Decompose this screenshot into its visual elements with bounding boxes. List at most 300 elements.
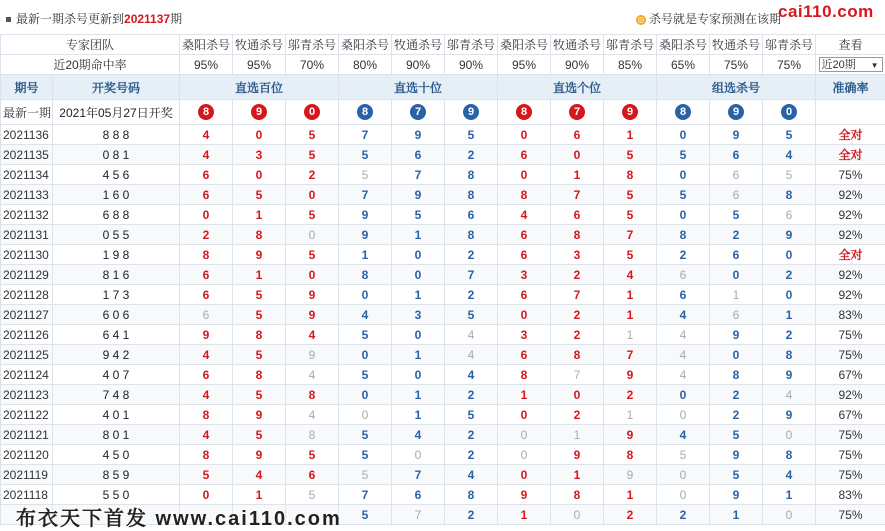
kill-number-cell: 5 xyxy=(286,445,339,465)
kill-number-cell: 1 xyxy=(604,305,657,325)
kill-number-cell: 0 xyxy=(339,385,392,405)
kill-number-cell: 1 xyxy=(604,485,657,505)
kill-number-cell: 6 xyxy=(180,285,233,305)
kill-number-cell: 5 xyxy=(392,205,445,225)
hit-rate: 95% xyxy=(233,55,286,75)
kill-number-cell: 3 xyxy=(233,145,286,165)
ball-blue: 8 xyxy=(357,104,373,120)
kill-number-cell: 2 xyxy=(604,385,657,405)
kill-number-cell: 0 xyxy=(498,425,551,445)
kill-number-cell: 9 xyxy=(710,485,763,505)
kill-number-cell: 5 xyxy=(604,185,657,205)
kill-number-cell: 5 xyxy=(180,465,233,485)
history-row xyxy=(1,365,885,385)
kill-number-cell: 4 xyxy=(763,385,816,405)
kill-number-cell: 8 xyxy=(445,225,498,245)
kill-number-cell: 6 xyxy=(657,265,710,285)
accuracy-cell: 83% xyxy=(816,485,885,505)
expert-name: 桑阳杀号 xyxy=(339,35,392,55)
kill-number-cell: 9 xyxy=(763,405,816,425)
kill-number-cell: 7 xyxy=(392,505,445,525)
kill-number-cell: 6 xyxy=(180,265,233,285)
accuracy-cell: 75% xyxy=(816,165,885,185)
period-cell: 2021124 xyxy=(1,365,53,385)
draw-cell: 0 8 1 xyxy=(53,145,180,165)
kill-number-cell: 1 xyxy=(233,485,286,505)
kill-number-cell: 1 xyxy=(392,405,445,425)
kill-number-cell: 9 xyxy=(286,285,339,305)
kill-number-cell: 4 xyxy=(445,365,498,385)
accuracy-cell: 92% xyxy=(816,265,885,285)
kill-number-cell: 6 xyxy=(498,345,551,365)
history-row xyxy=(1,245,885,265)
kill-number-cell: 0 xyxy=(498,465,551,485)
kill-number-cell: 8 xyxy=(498,185,551,205)
draw-cell: 0 5 5 xyxy=(53,225,180,245)
kill-number-cell: 1 xyxy=(392,345,445,365)
draw-cell: 6 4 1 xyxy=(53,325,180,345)
kill-number-cell: 4 xyxy=(180,125,233,145)
draw-cell: 8 0 1 xyxy=(53,425,180,445)
kill-number-cell: 4 xyxy=(657,325,710,345)
kill-number-cell: 9 xyxy=(233,445,286,465)
kill-number-cell: 6 xyxy=(180,365,233,385)
kill-number-cell: 3 xyxy=(498,265,551,285)
ball-blue: 0 xyxy=(781,104,797,120)
kill-number-cell: 8 xyxy=(551,345,604,365)
kill-number-cell: 6 xyxy=(551,205,604,225)
kill-number-cell: 6 xyxy=(392,485,445,505)
kill-number-cell: 8 xyxy=(604,165,657,185)
kill-number-cell: 1 xyxy=(498,505,551,525)
accuracy-header: 准确率 xyxy=(816,75,885,100)
kill-number-cell: 0 xyxy=(392,245,445,265)
kill-number-cell: 5 xyxy=(233,385,286,405)
latest-issue: 2021137 xyxy=(124,12,170,26)
kill-number-cell: 7 xyxy=(551,285,604,305)
kill-number-cell: 4 xyxy=(286,405,339,425)
history-row xyxy=(1,385,885,405)
kill-number-cell: 5 xyxy=(233,345,286,365)
kill-number-cell: 0 xyxy=(180,485,233,505)
kill-number-cell: 0 xyxy=(339,405,392,425)
kill-number-cell: 2 xyxy=(445,425,498,445)
expert-name: 牧通杀号 xyxy=(710,35,763,55)
kill-number-cell: 7 xyxy=(604,345,657,365)
kill-number-cell: 3 xyxy=(498,325,551,345)
kill-number-cell: 5 xyxy=(233,185,286,205)
kill-number-cell: 9 xyxy=(233,245,286,265)
ball-red: 8 xyxy=(198,104,214,120)
kill-number-cell: 5 xyxy=(286,485,339,505)
accuracy-cell: 75% xyxy=(816,345,885,365)
kill-number-cell: 7 xyxy=(604,225,657,245)
accuracy-cell: 全对 xyxy=(816,245,885,265)
period-select[interactable]: 近20期 ▼ xyxy=(819,57,883,72)
kill-number-cell: 5 xyxy=(445,305,498,325)
accuracy-cell: 75% xyxy=(816,465,885,485)
history-row xyxy=(1,405,885,425)
kill-number-cell: 8 xyxy=(445,165,498,185)
kill-number-cell: 0 xyxy=(657,485,710,505)
kill-number-cell: 1 xyxy=(551,165,604,185)
kill-number-cell: 0 xyxy=(233,165,286,185)
kill-number-cell: 1 xyxy=(604,325,657,345)
kill-number-cell: 4 xyxy=(604,265,657,285)
kill-number-cell: 9 xyxy=(710,125,763,145)
hit-rate: 90% xyxy=(551,55,604,75)
history-row xyxy=(1,265,885,285)
expert-name: 邬青杀号 xyxy=(286,35,339,55)
period-cell: 2021120 xyxy=(1,445,53,465)
accuracy-cell: 92% xyxy=(816,285,885,305)
ball-red: 8 xyxy=(516,104,532,120)
kill-number-cell: 5 xyxy=(339,445,392,465)
hit-rate: 70% xyxy=(286,55,339,75)
kill-number-cell: 8 xyxy=(445,485,498,505)
kill-number-table xyxy=(0,34,885,525)
kill-number-cell: 4 xyxy=(180,385,233,405)
kill-number-cell: 5 xyxy=(339,165,392,185)
kill-number-cell: 0 xyxy=(392,265,445,285)
kill-number-cell: 8 xyxy=(763,445,816,465)
bullet-icon xyxy=(6,17,11,22)
kill-number-cell: 1 xyxy=(604,285,657,305)
kill-number-cell: 7 xyxy=(339,485,392,505)
period-cell: 2021131 xyxy=(1,225,53,245)
kill-number-cell: 5 xyxy=(763,165,816,185)
kill-number-cell: 9 xyxy=(339,225,392,245)
ball-blue: 8 xyxy=(675,104,691,120)
period-cell: 2021119 xyxy=(1,465,53,485)
kill-number-cell: 7 xyxy=(339,125,392,145)
update-notice: 最新一期杀号更新到2021137期 xyxy=(6,10,182,27)
kill-number-cell: 1 xyxy=(763,485,816,505)
kill-number-cell: 4 xyxy=(763,465,816,485)
period-cell: 2021123 xyxy=(1,385,53,405)
info-icon: ◎ xyxy=(636,15,646,25)
ball-red: 7 xyxy=(569,104,585,120)
period-cell: 2021122 xyxy=(1,405,53,425)
kill-number-cell: 0 xyxy=(339,285,392,305)
kill-number-cell: 1 xyxy=(604,405,657,425)
kill-number-cell: 4 xyxy=(657,345,710,365)
kill-number-cell: 0 xyxy=(339,345,392,365)
history-row xyxy=(1,345,885,365)
kill-number-cell: 2 xyxy=(551,305,604,325)
kill-number-cell: 5 xyxy=(604,145,657,165)
team-label: 专家团队 xyxy=(1,35,180,55)
ball-blue: 7 xyxy=(410,104,426,120)
kill-number-cell: 8 xyxy=(233,225,286,245)
kill-number-cell: 2 xyxy=(445,285,498,305)
section-units: 直选个位 xyxy=(498,75,657,100)
kill-number-cell: 2 xyxy=(763,265,816,285)
kill-number-cell: 0 xyxy=(498,305,551,325)
expert-name: 牧通杀号 xyxy=(233,35,286,55)
history-row xyxy=(1,145,885,165)
draw-cell: 1 9 8 xyxy=(53,245,180,265)
kill-number-cell: 1 xyxy=(763,305,816,325)
draw-cell: 1 7 3 xyxy=(53,285,180,305)
draw-cell: 4 0 1 xyxy=(53,405,180,425)
kill-number-cell: 9 xyxy=(551,445,604,465)
draw-cell: 8 5 9 xyxy=(53,465,180,485)
kill-number-cell: 6 xyxy=(657,285,710,305)
draw-cell: 5 5 0 xyxy=(53,485,180,505)
kill-number-cell: 2 xyxy=(710,405,763,425)
kill-number-cell: 4 xyxy=(339,305,392,325)
kill-number-cell: 0 xyxy=(657,125,710,145)
latest-label: 最新一期 xyxy=(1,100,53,125)
draw-cell: 9 4 2 xyxy=(53,345,180,365)
kill-number-cell: 9 xyxy=(392,185,445,205)
kill-number-cell: 0 xyxy=(286,265,339,285)
view-label: 查看 xyxy=(816,35,885,55)
kill-number-cell: 4 xyxy=(657,425,710,445)
kill-number-cell: 0 xyxy=(392,445,445,465)
kill-number-cell: 4 xyxy=(763,145,816,165)
kill-number-cell: 4 xyxy=(445,345,498,365)
kill-number-cell: 9 xyxy=(763,225,816,245)
kill-number-cell: 8 xyxy=(286,425,339,445)
kill-number-cell: 8 xyxy=(657,225,710,245)
period-cell: 2021125 xyxy=(1,345,53,365)
kill-number-cell: 1 xyxy=(392,285,445,305)
kill-number-cell: 9 xyxy=(763,365,816,385)
draw-cell: 7 4 8 xyxy=(53,385,180,405)
section-hundreds: 直选百位 xyxy=(180,75,339,100)
accuracy-cell: 92% xyxy=(816,185,885,205)
period-cell: 2021135 xyxy=(1,145,53,165)
kill-number-cell: 5 xyxy=(710,465,763,485)
kill-number-cell: 5 xyxy=(710,205,763,225)
kill-number-cell: 5 xyxy=(233,305,286,325)
kill-number-cell: 1 xyxy=(498,385,551,405)
kill-number-cell: 5 xyxy=(657,445,710,465)
kill-number-cell: 0 xyxy=(498,125,551,145)
kill-number-cell: 8 xyxy=(604,445,657,465)
kill-number-cell: 6 xyxy=(710,185,763,205)
ball-blue: 9 xyxy=(728,104,744,120)
history-row xyxy=(1,285,885,305)
history-row xyxy=(1,205,885,225)
kill-number-cell: 0 xyxy=(392,365,445,385)
kill-number-cell: 3 xyxy=(392,305,445,325)
expert-header-row xyxy=(1,35,885,55)
kill-number-cell: 4 xyxy=(180,425,233,445)
kill-number-cell: 1 xyxy=(392,225,445,245)
latest-prediction-row xyxy=(1,100,885,125)
kill-number-cell: 0 xyxy=(551,145,604,165)
history-row xyxy=(1,165,885,185)
kill-number-cell: 5 xyxy=(657,145,710,165)
kill-number-cell: 6 xyxy=(180,165,233,185)
kill-number-cell: 0 xyxy=(657,465,710,485)
draw-header: 开奖号码 xyxy=(53,75,180,100)
kill-number-cell: 7 xyxy=(551,365,604,385)
kill-number-cell: 2 xyxy=(551,405,604,425)
period-cell: 2021126 xyxy=(1,325,53,345)
kill-number-cell: 9 xyxy=(180,325,233,345)
kill-number-cell: 6 xyxy=(180,185,233,205)
kill-number-cell: 0 xyxy=(657,405,710,425)
accuracy-cell: 83% xyxy=(816,305,885,325)
ball-red: 9 xyxy=(622,104,638,120)
period-cell: 2021129 xyxy=(1,265,53,285)
kill-number-cell: 5 xyxy=(286,145,339,165)
kill-number-cell: 5 xyxy=(233,425,286,445)
section-tens: 直选十位 xyxy=(339,75,498,100)
expert-name: 牧通杀号 xyxy=(392,35,445,55)
kill-number-cell: 2 xyxy=(551,325,604,345)
kill-number-cell: 7 xyxy=(551,185,604,205)
kill-number-cell: 7 xyxy=(392,165,445,185)
kill-number-cell: 8 xyxy=(233,365,286,385)
period-cell: 2021134 xyxy=(1,165,53,185)
kill-number-cell: 1 xyxy=(604,125,657,145)
history-row xyxy=(1,325,885,345)
kill-number-cell: 7 xyxy=(445,265,498,285)
kill-number-cell: 7 xyxy=(392,465,445,485)
history-row xyxy=(1,125,885,145)
kill-number-cell: 2 xyxy=(445,445,498,465)
kill-number-cell: 4 xyxy=(392,425,445,445)
period-cell: 2021133 xyxy=(1,185,53,205)
kill-number-cell: 0 xyxy=(233,125,286,145)
kill-number-cell: 8 xyxy=(233,325,286,345)
kill-number-cell: 2 xyxy=(445,145,498,165)
kill-number-cell: 6 xyxy=(710,305,763,325)
kill-number-cell: 1 xyxy=(392,385,445,405)
kill-number-cell: 5 xyxy=(339,365,392,385)
draw-cell: 6 8 8 xyxy=(53,205,180,225)
kill-number-cell: 5 xyxy=(604,245,657,265)
hit-rate: 90% xyxy=(445,55,498,75)
kill-number-cell: 0 xyxy=(180,205,233,225)
kill-number-cell: 1 xyxy=(551,425,604,445)
history-row xyxy=(1,445,885,465)
kill-number-cell: 8 xyxy=(180,445,233,465)
expert-name: 桑阳杀号 xyxy=(657,35,710,55)
kill-number-cell: 4 xyxy=(180,345,233,365)
history-row xyxy=(1,185,885,205)
kill-number-cell: 9 xyxy=(498,485,551,505)
kill-number-cell: 0 xyxy=(286,225,339,245)
kill-number-cell: 6 xyxy=(392,145,445,165)
expert-name: 桑阳杀号 xyxy=(180,35,233,55)
ball-blue: 9 xyxy=(463,104,479,120)
kill-number-cell: 9 xyxy=(604,465,657,485)
hit-rate-label: 近20期命中率 xyxy=(1,55,180,75)
site-watermark: cai110.com xyxy=(778,2,874,22)
draw-cell: 8 1 6 xyxy=(53,265,180,285)
kill-number-cell: 9 xyxy=(286,305,339,325)
hit-rate: 85% xyxy=(604,55,657,75)
kill-number-cell: 4 xyxy=(286,325,339,345)
kill-number-cell: 9 xyxy=(604,425,657,445)
hit-rate: 95% xyxy=(180,55,233,75)
kill-number-cell: 5 xyxy=(286,125,339,145)
kill-number-cell: 8 xyxy=(445,185,498,205)
kill-number-cell: 6 xyxy=(445,205,498,225)
hit-rate-row xyxy=(1,55,885,75)
hit-rate: 95% xyxy=(498,55,551,75)
accuracy-cell: 92% xyxy=(816,385,885,405)
history-row xyxy=(1,425,885,445)
kill-number-cell: 0 xyxy=(551,385,604,405)
period-cell: 2021128 xyxy=(1,285,53,305)
period-cell: 2021121 xyxy=(1,425,53,445)
period-select-cell xyxy=(816,55,885,75)
kill-number-cell: 5 xyxy=(657,185,710,205)
kill-number-cell: 2 xyxy=(180,225,233,245)
kill-number-cell: 6 xyxy=(498,225,551,245)
kill-number-cell: 2 xyxy=(445,385,498,405)
accuracy-cell: 92% xyxy=(816,205,885,225)
period-cell: 2021127 xyxy=(1,305,53,325)
accuracy-cell: 67% xyxy=(816,365,885,385)
latest-date: 2021年05月27日开奖 xyxy=(53,100,180,125)
draw-cell: 1 6 0 xyxy=(53,185,180,205)
kill-number-cell: 0 xyxy=(763,505,816,525)
kill-number-cell: 8 xyxy=(763,345,816,365)
kill-number-cell: 5 xyxy=(445,405,498,425)
top-bar xyxy=(0,0,885,34)
kill-number-cell: 0 xyxy=(710,265,763,285)
period-header: 期号 xyxy=(1,75,53,100)
kill-number-cell: 2 xyxy=(551,265,604,285)
kill-number-cell: 2 xyxy=(604,505,657,525)
period-cell: 2021132 xyxy=(1,205,53,225)
kill-number-cell: 5 xyxy=(339,145,392,165)
kill-number-cell: 5 xyxy=(339,505,392,525)
kill-number-cell: 2 xyxy=(445,505,498,525)
kill-number-cell: 2 xyxy=(710,225,763,245)
accuracy-cell: 67% xyxy=(816,405,885,425)
kill-number-cell: 6 xyxy=(551,125,604,145)
bottom-watermark: 布衣天下首发 www.cai110.com xyxy=(0,500,400,528)
kill-number-cell: 0 xyxy=(392,325,445,345)
expert-name: 邬青杀号 xyxy=(445,35,498,55)
kill-number-cell: 8 xyxy=(180,405,233,425)
kill-number-cell: 1 xyxy=(710,285,763,305)
kill-number-cell: 0 xyxy=(286,185,339,205)
kill-number-cell: 4 xyxy=(445,465,498,485)
kill-number-cell: 2 xyxy=(657,245,710,265)
history-row xyxy=(1,305,885,325)
kill-number-cell: 1 xyxy=(339,245,392,265)
expert-name: 邬青杀号 xyxy=(604,35,657,55)
kill-number-cell: 5 xyxy=(339,465,392,485)
period-cell: 2021130 xyxy=(1,245,53,265)
kill-number-cell: 1 xyxy=(233,205,286,225)
kill-number-cell: 0 xyxy=(498,405,551,425)
kill-number-cell: 8 xyxy=(551,485,604,505)
kill-number-cell: 4 xyxy=(445,325,498,345)
kill-number-cell: 6 xyxy=(710,245,763,265)
accuracy-cell: 75% xyxy=(816,425,885,445)
kill-number-cell: 6 xyxy=(286,465,339,485)
kill-number-cell: 5 xyxy=(763,125,816,145)
kill-number-cell: 2 xyxy=(286,165,339,185)
draw-cell: 8 8 8 xyxy=(53,125,180,145)
kill-number-cell: 5 xyxy=(710,425,763,445)
history-row xyxy=(1,465,885,485)
kill-number-cell: 9 xyxy=(710,325,763,345)
kill-number-cell: 5 xyxy=(233,285,286,305)
kill-number-cell: 6 xyxy=(180,305,233,325)
